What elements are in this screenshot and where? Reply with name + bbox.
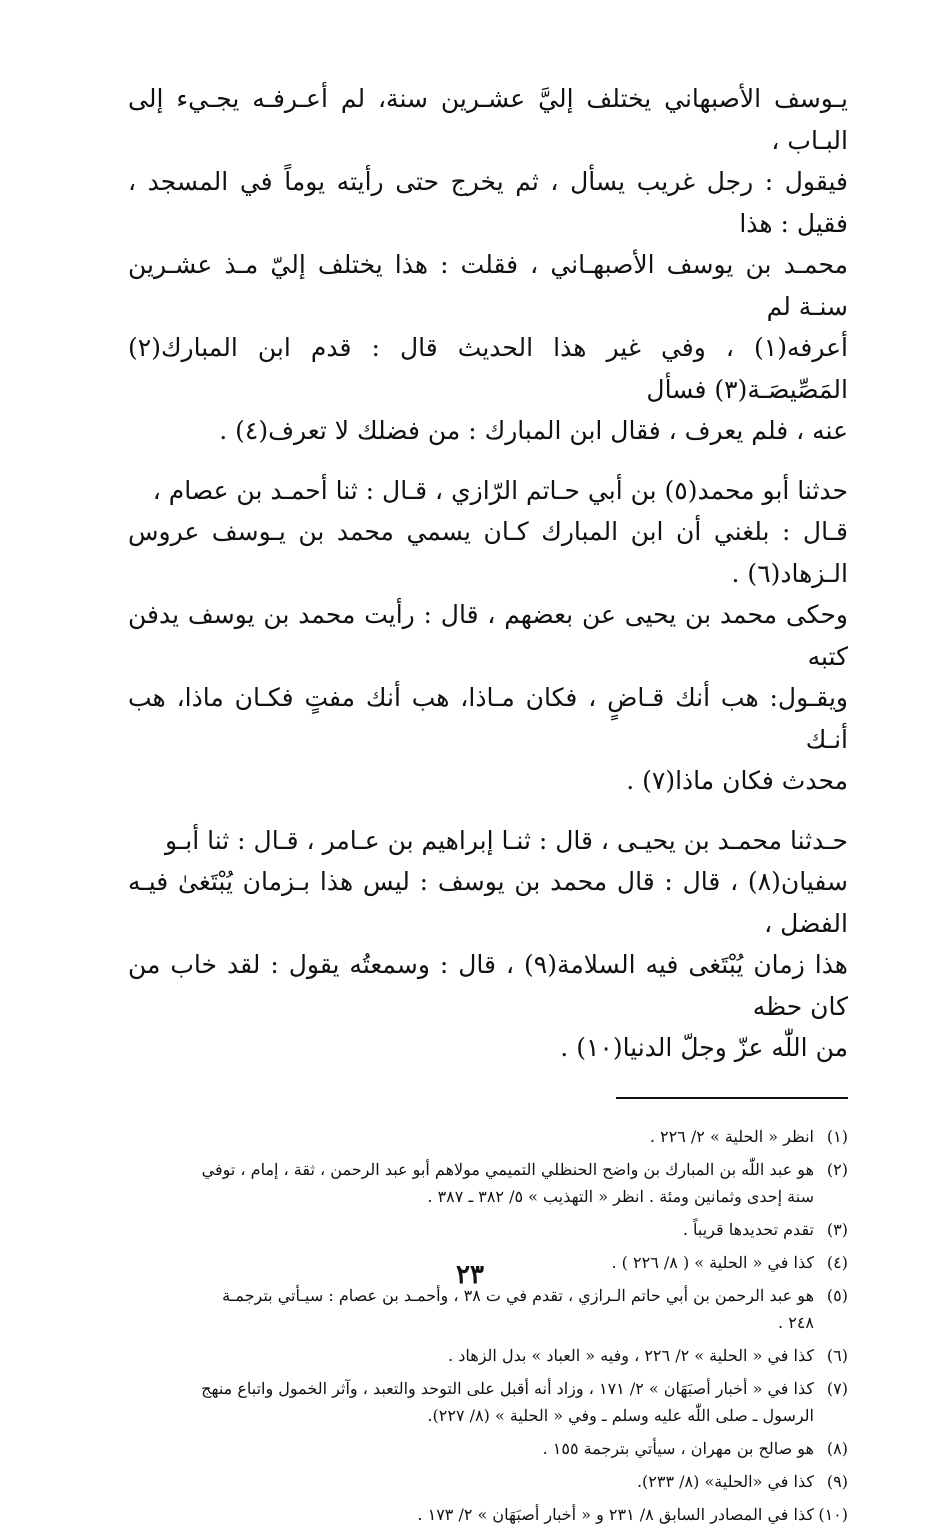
footnote-number: (١٠) <box>818 1504 848 1524</box>
footnote-line: الرسول ـ صلى اللّٰه عليه وسلم ـ وفي « الحلية » (٨/ ٢٢٧). <box>427 1405 814 1425</box>
footnote-line: هو صالح بن مهران ، سيأتي بترجمة ١٥٥ . <box>542 1438 814 1458</box>
paragraph <box>128 78 848 452</box>
footnote-line: انظر « الحلية » ٢/ ٢٢٦ . <box>649 1126 814 1146</box>
footnote-text <box>128 1435 814 1462</box>
text-line: محدث فكان ماذا(٧) . <box>626 766 848 795</box>
text-line: حـدثنا محمـد بن يحيـى ، قال : ثنـا إبراهيم بن عـامر ، قـال : ثنا أبـو <box>165 825 848 855</box>
paragraph <box>128 470 848 802</box>
footnote-line: كذا في « أخبار أصبَهَان » ٢/ ١٧١ ، وزاد أنه أقبل على التوحد والتعبد ، وآثر الخمول واتباع منهج <box>201 1378 814 1398</box>
footnote <box>128 1123 848 1150</box>
text-line: سفيان(٨) ، قال : قال محمد بن يوسف : ليس هذا بـزمان يُبْتَغىٰ فيـه الفضل ، <box>128 867 848 938</box>
footnote <box>128 1468 848 1495</box>
footnote-line: كذا في «الحلية» (٨/ ٢٣٣). <box>636 1471 814 1491</box>
footnote-number: (٤) <box>826 1252 848 1272</box>
text-line: قـال : بلغني أن ابن المبارك كـان يسمي محمد بن يـوسف عروس الـزهاد(٦) . <box>128 517 848 588</box>
footnote <box>128 1435 848 1462</box>
footnote-text <box>128 1501 814 1528</box>
page-body <box>128 78 848 1534</box>
footnote-text <box>128 1468 814 1495</box>
text-line: من اللّٰه عزّ وجلّ الدنيا(١٠) . <box>560 1033 848 1062</box>
footnote <box>128 1342 848 1369</box>
text-line: حدثنا أبو محمد(٥) بن أبي حـاتم الرّازي ، قـال : ثنا أحمـد بن عصام ، <box>152 475 848 505</box>
footnote-number: (٥) <box>826 1285 848 1305</box>
page-number: ٢٣ <box>456 1260 484 1290</box>
footnote-text <box>128 1216 814 1243</box>
footnote-line: كذا في « الحلية » ٢/ ٢٢٦ ، وفيه « العباد » بدل الزهاد . <box>448 1345 814 1365</box>
footnote-number: (٨) <box>826 1438 848 1458</box>
footnote-line: كذا في المصادر السابق ٨/ ٢٣١ و « أخبار أصبَهَان » ٢/ ١٧٣ . <box>417 1504 814 1524</box>
footnote-number: (٣) <box>826 1219 848 1239</box>
paragraph <box>128 820 848 1069</box>
footnote <box>128 1156 848 1210</box>
footnote-number: (٢) <box>826 1159 848 1179</box>
footnote-text <box>128 1375 814 1429</box>
text-line: محمـد بن يوسف الأصبهـاني ، فقلت : هذا يختلف إليّ مـذ عشـرين سنـة لم <box>128 250 848 321</box>
footnote-line: سنة إحدى وثمانين ومئة . انظر « التهذيب » ٥/ ٣٨٢ ـ ٣٨٧ . <box>427 1186 814 1206</box>
text-line: أعرفه(١) ، وفي غير هذا الحديث قال : قدم ابن المبارك(٢) المَصِّيصَـة(٣) فسأل <box>128 333 848 404</box>
footnote-text <box>128 1342 814 1369</box>
text-line: ويقـول: هب أنك قـاضٍ ، فكان مـاذا، هب أنك مفتٍ فكـان ماذا، هب أنـك <box>128 683 848 754</box>
footnote-number: (٧) <box>826 1378 848 1398</box>
footnote-line: تقدم تحديدها قريباً . <box>682 1219 814 1239</box>
footnote-number: (٦) <box>826 1345 848 1365</box>
footnote-line: هو عبد اللّٰه بن المبارك بن واضح الحنظلي التميمي مولاهم أبو عبد الرحمن ، ثقة ، إمام ، توفي <box>201 1159 814 1179</box>
main-text <box>128 78 848 1069</box>
footnote-line: ٢٤٨ . <box>778 1312 814 1332</box>
footnote <box>128 1375 848 1429</box>
footnote-text <box>128 1123 814 1150</box>
footnote <box>128 1216 848 1243</box>
text-line: وحكى محمد بن يحيى عن بعضهم ، قال : رأيت محمد بن يوسف يدفن كتبه <box>128 600 848 671</box>
footnote-separator <box>616 1097 848 1099</box>
footnote-number: (١) <box>826 1126 848 1146</box>
footnotes <box>128 1123 848 1528</box>
text-line: هذا زمان يُبْتَغى فيه السلامة(٩) ، قال : وسمعتُه يقول : لقد خاب من كان حظه <box>128 950 848 1021</box>
text-line: يـوسف الأصبهاني يختلف إليَّ عشـرين سنة، لم أعـرفـه يجـيء إلى البـاب ، <box>128 84 848 155</box>
footnote-line: كذا في « الحلية » ( ٨/ ٢٢٦ ) . <box>611 1252 814 1272</box>
text-line: فيقول : رجل غريب يسأل ، ثم يخرج حتى رأيته يوماً في المسجد ، فقيل : هذا <box>128 167 848 238</box>
footnote-text <box>128 1156 814 1210</box>
footnote <box>128 1501 848 1528</box>
footnote-line: هو عبد الرحمن بن أبي حاتم الـرازي ، تقدم في ت ٣٨ ، وأحمـد بن عصام : سيـأتي بترجمـة <box>222 1285 814 1305</box>
footnote-number: (٩) <box>826 1471 848 1491</box>
text-line: عنه ، فلم يعرف ، فقال ابن المبارك : من فضلك لا تعرف(٤) . <box>219 416 848 445</box>
